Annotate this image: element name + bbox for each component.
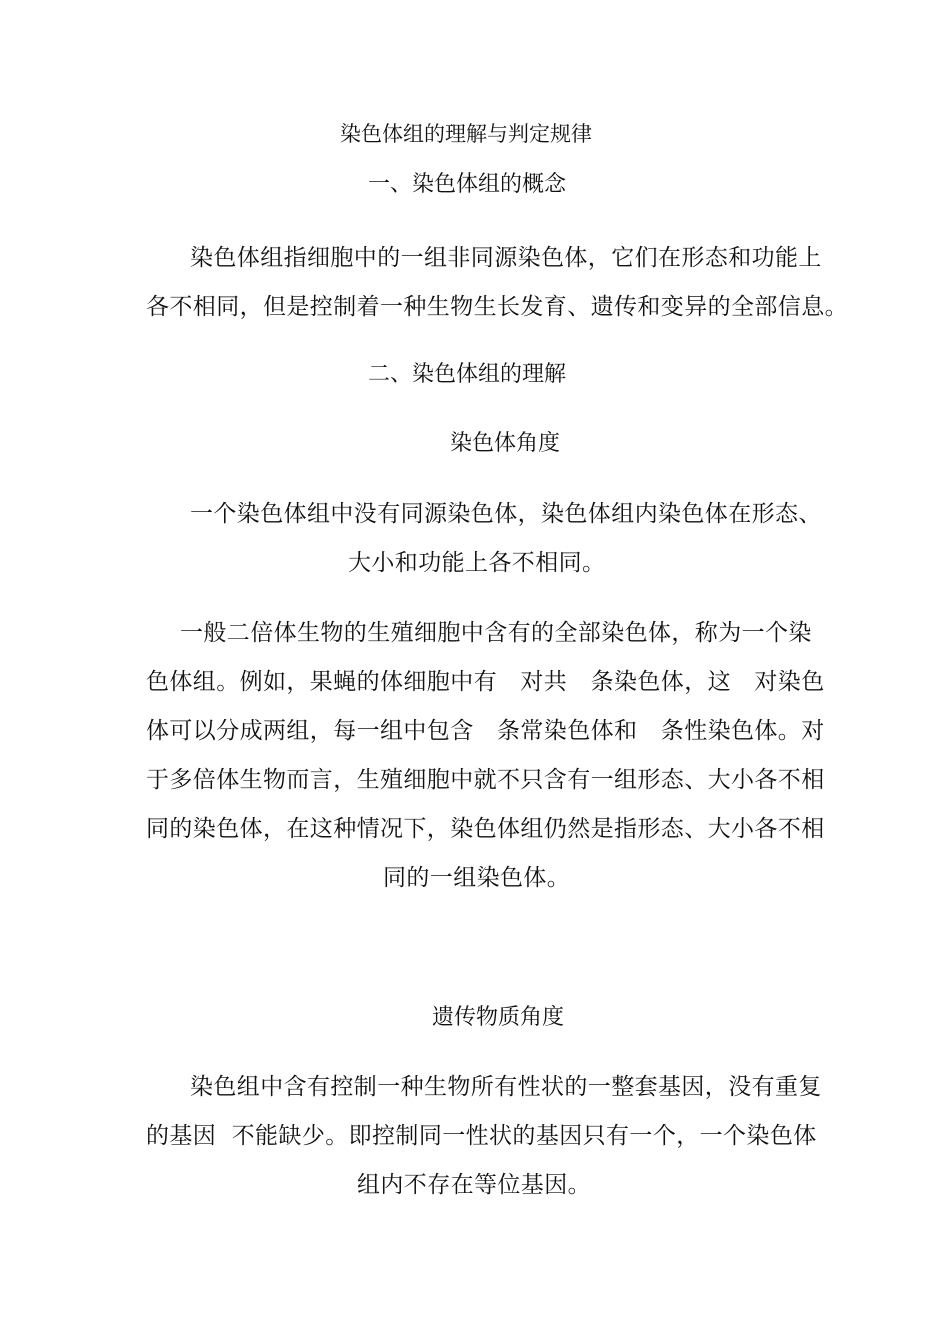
chromosome-angle-paragraph2-line-6: 同的一组染色体。 <box>383 865 571 891</box>
section2-heading: 二、染色体组的理解 <box>368 362 567 387</box>
genetic-material-paragraph-line-1: 染色组中含有控制一种生物所有性状的一整套基因，没有重复 <box>190 1074 822 1100</box>
section1-paragraph-line-2: 各不相同，但是控制着一种生物生长发育、遗传和变异的全部信息。 <box>146 294 848 320</box>
chromosome-angle-paragraph2-line-2: 色体组。例如，果蝇的体细胞中有 对共 条染色体，这 对染色 <box>146 669 825 695</box>
section1-heading: 一、染色体组的概念 <box>368 172 567 197</box>
genetic-material-paragraph-line-3: 组内不存在等位基因。 <box>357 1172 591 1198</box>
genetic-material-angle-heading: 遗传物质角度 <box>432 1005 565 1030</box>
chromosome-angle-paragraph1-line-1: 一个染色体组中没有同源染色体，染色体组内染色体在形态、 <box>190 501 822 527</box>
chromosome-angle-paragraph2-line-4: 于多倍体生物而言，生殖细胞中就不只含有一组形态、大小各不相 <box>146 767 825 793</box>
chromosome-angle-paragraph1-line-2: 大小和功能上各不相同。 <box>348 550 606 576</box>
chromosome-angle-paragraph2-line-3: 体可以分成两组，每一组中包含 条常染色体和 条性染色体。对 <box>146 718 825 744</box>
genetic-material-paragraph-line-2: 的基因 不能缺少。即控制同一性状的基因只有一个，一个染色体 <box>146 1123 817 1149</box>
chromosome-angle-heading: 染色体角度 <box>450 431 561 456</box>
section1-paragraph-line-1: 染色体组指细胞中的一组非同源染色体，它们在形态和功能上 <box>190 245 822 271</box>
document-title: 染色体组的理解与判定规律 <box>340 122 592 146</box>
chromosome-angle-paragraph2-line-5: 同的染色体，在这种情况下，染色体组仍然是指形态、大小各不相 <box>146 816 825 842</box>
chromosome-angle-paragraph2-line-1: 一般二倍体生物的生殖细胞中含有的全部染色体，称为一个染 <box>180 620 812 646</box>
